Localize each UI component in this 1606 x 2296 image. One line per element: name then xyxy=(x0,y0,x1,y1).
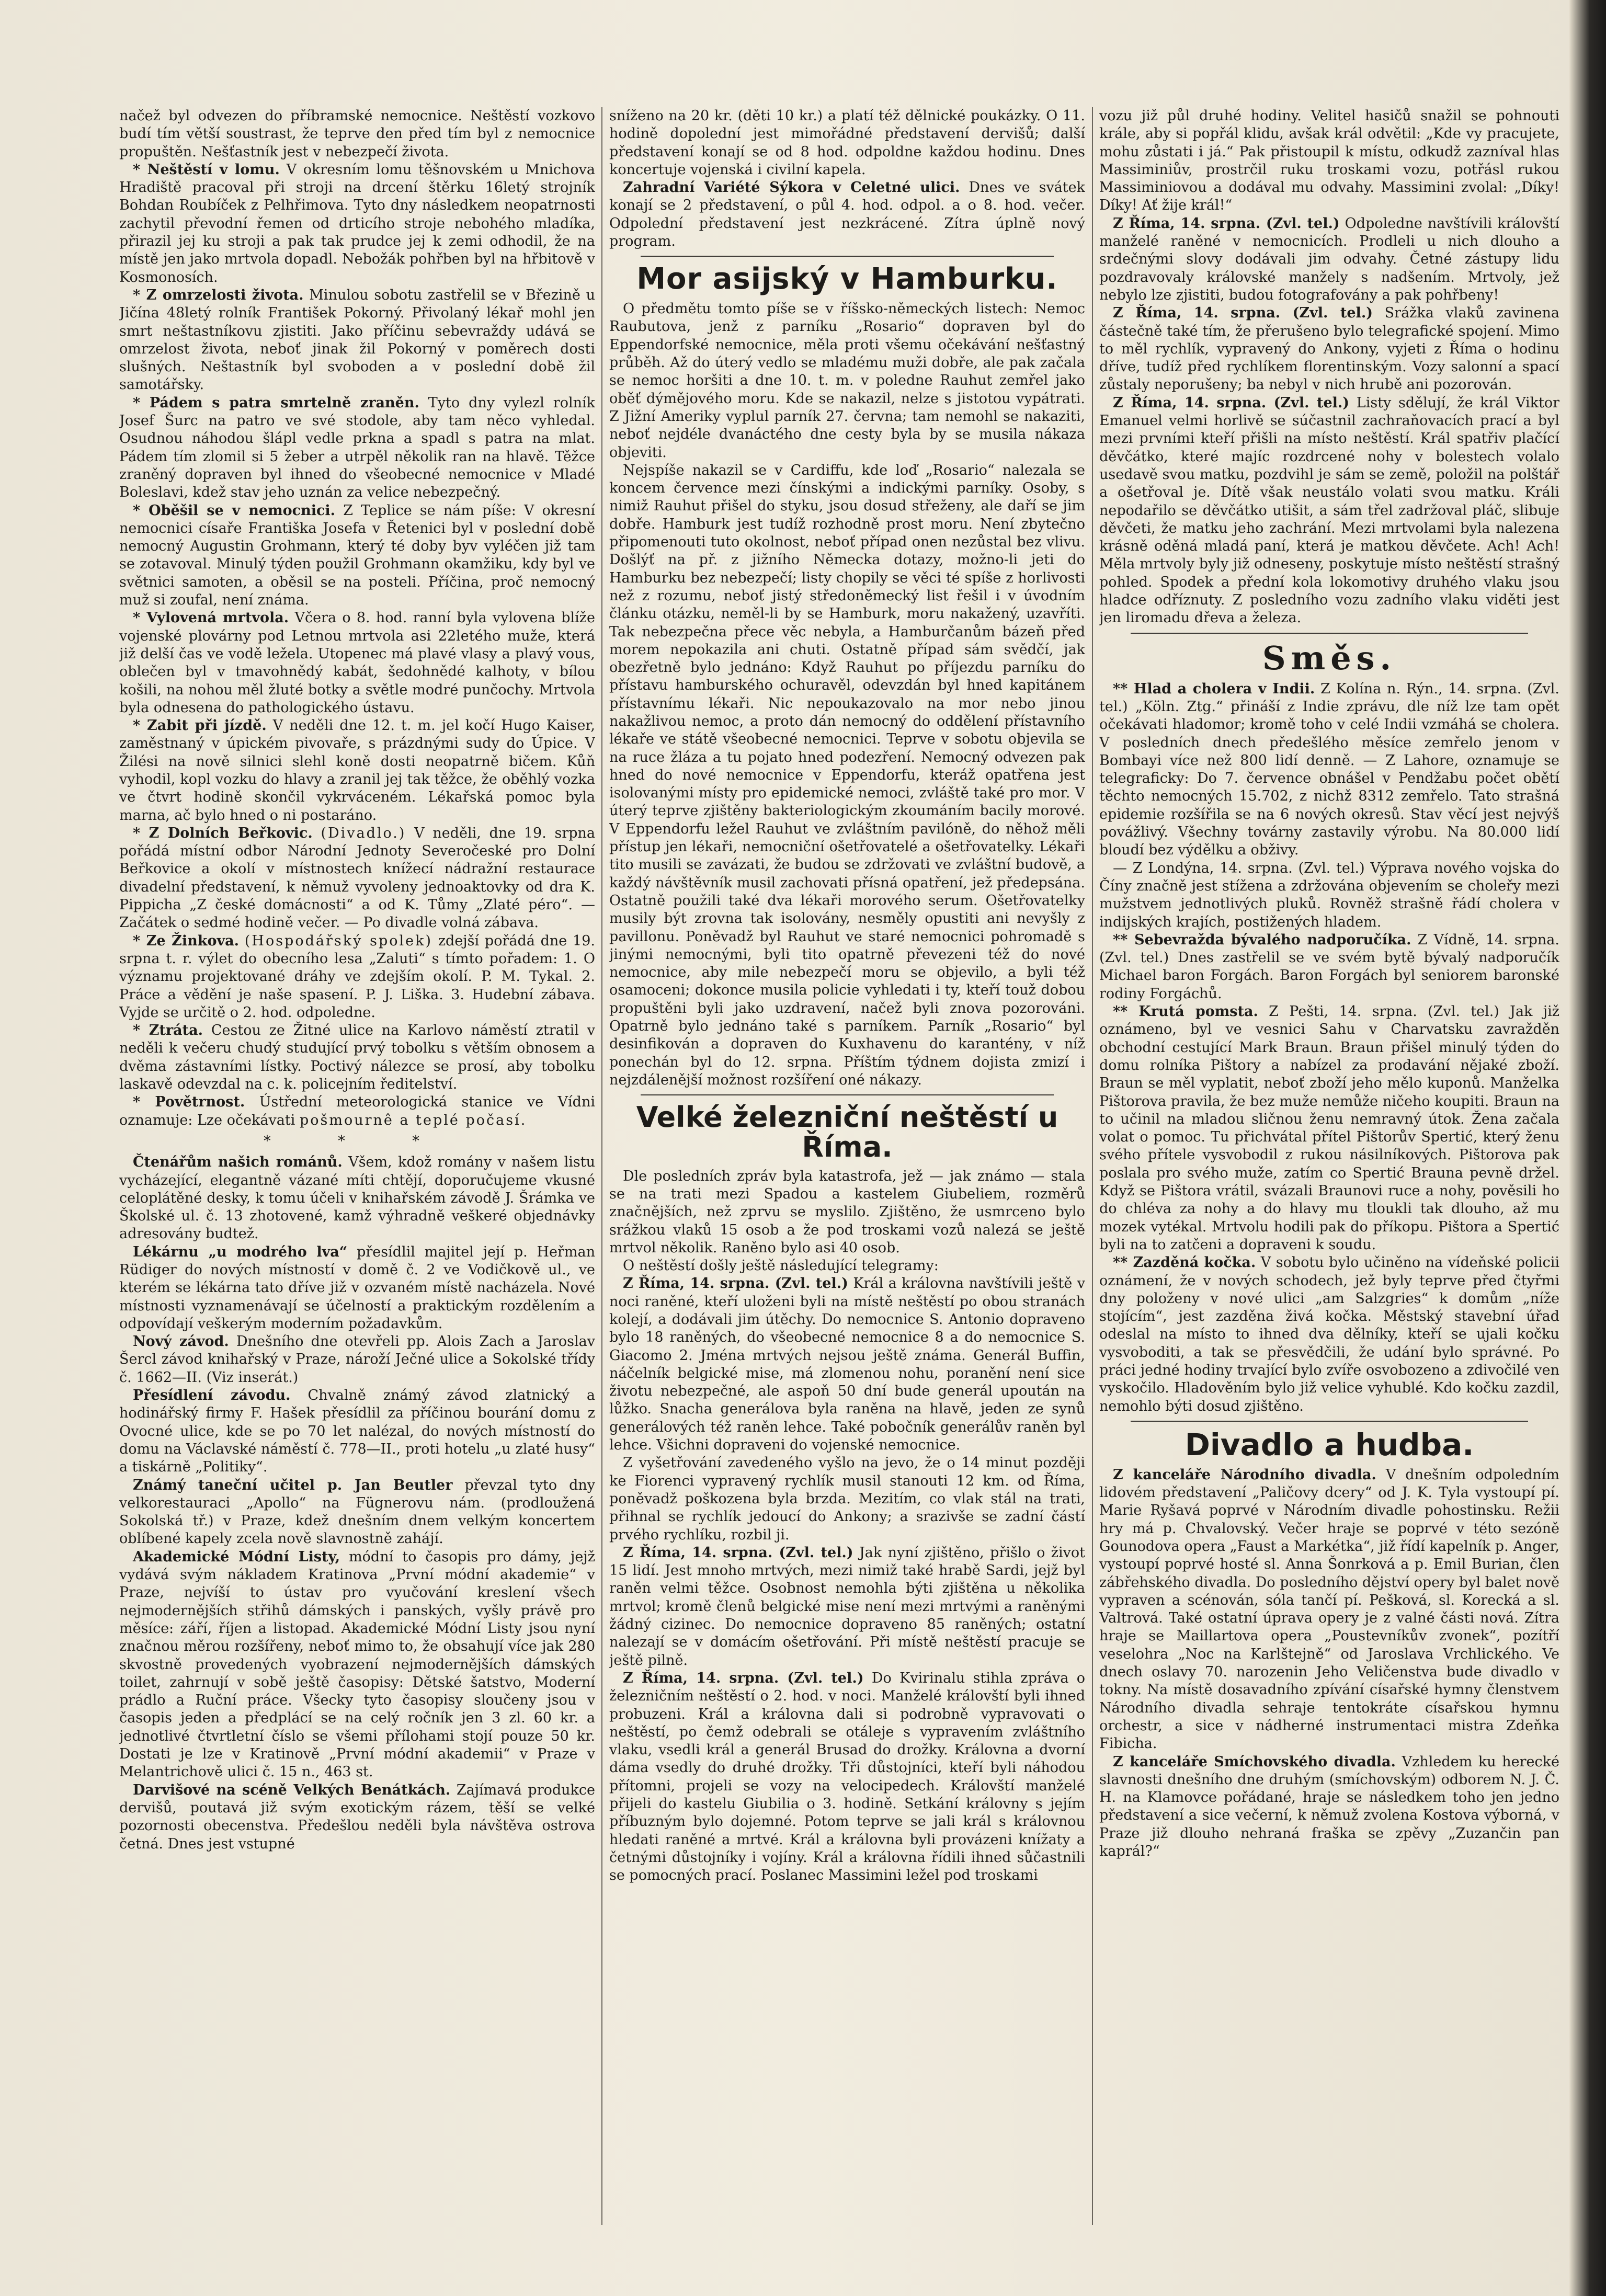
divider xyxy=(1131,1421,1528,1422)
news-heading: ** Sebevražda bývalého nadporučíka. xyxy=(1113,931,1411,948)
telegram-item: Z Říma, 14. srpna. (Zvl. tel.) Srážka vlaků zavinena částečně také tím, že přerušeno bylo telegrafické spojení. Mimo to měl rychlík, vypravený do Ankony, vyjeti z Říma o hodinu dříve, tudíž před rychlíkem florentinským. Vozy salonní a spací zůstaly neporušeny; ba nebyl v nich hrubě ani pozorován. xyxy=(1099,305,1559,393)
news-heading: Z kanceláře Národního divadla. xyxy=(1113,1466,1376,1483)
column-rule xyxy=(1092,107,1093,2225)
section-separator: * * * xyxy=(264,1133,451,1149)
news-item: * Pádem s patra smrtelně zraněn. Tyto dny vylezl rolník Josef Šurc na patro ve své stodole, aby tam něco vyhledal. Osudnou náhodou šlápl vedle prkna a spadl s patra na mlat. Pádem tím zlomil si 5 žeber a utrpěl několik ran na hlavě. Těžce zraněný dopraven byl ihned do všeobecné nemocnice v Mladé Boleslavi, kdež stav jeho uznán za velice nebezpečný. xyxy=(119,394,595,501)
telegram-dateline: Z Říma, 14. srpna. (Zvl. tel.) xyxy=(623,1275,848,1292)
news-heading: ** Zazděná kočka. xyxy=(1113,1254,1256,1271)
telegram-dateline: Z Říma, 14. srpna. (Zvl. tel.) xyxy=(1113,305,1373,322)
news-item: * Neštěstí v lomu. V okresním lomu těšnovském u Mnichova Hradiště pracoval při stroji na drcení štěrku 16letý strojník Bohdan Roubíček z Pelhřimova. Tyto dny následkem neopatrnosti zachytil převodní řemen od drticího stroje nebohého mladíka, přirazil jej ku stroji a pak tak prudce jej k zemi odhodil, že na místě jen jako mrtvola dopadl. Nebožák pohřben byl na hřbitově v Kosmonosích. xyxy=(119,161,595,285)
article-paragraph: načež byl odvezen do příbramské nemocnice. Neštěstí vozkovo budí tím větší soustrast, že teprve den před tím byl z nemocnice propuštěn. Nešťastník jest v nebezpečí života. xyxy=(119,108,595,160)
news-heading: Nový závod. xyxy=(133,1333,229,1350)
news-heading: Akademické Módní Listy, xyxy=(133,1548,340,1565)
news-item: Nový závod. Dnešního dne otevřeli pp. Alois Zach a Jaroslav Šercl závod knihařský v Praze, nároží Ječné ulice a Sokolské třídy č. 1662—II. (Viz inserát.) xyxy=(119,1333,595,1386)
news-heading: * Pádem s patra smrtelně zraněn. xyxy=(133,394,419,411)
article-headline: Velké železniční neštěstí u Říma. xyxy=(636,1101,1058,1163)
news-item: ** Sebevražda bývalého nadporučíka. Z Vídně, 14. srpna. (Zvl. tel.) Dnes zastřelil se ve svém bytě bývalý nadporučík Michael baron Forgách. Baron Forgách byl seniorem baronské rodiny Forgáchů. xyxy=(1099,931,1559,1002)
column-left xyxy=(119,107,595,2225)
news-heading: ** Krutá pomsta. xyxy=(1113,1003,1258,1020)
news-item: Čtenářům našich románů. Všem, kdož romány v našem listu vycházející, elegantně vázané míti chtějí, doporučujeme vkusné celoplátěné desky, k tomu účeli v knihařském závodě J. Šrámka ve Školské ul. č. 13 zhotovené, kamž výhradně veškeré objednávky adresovány budtež. xyxy=(119,1154,595,1242)
column-right xyxy=(1099,107,1559,2225)
column-middle xyxy=(609,107,1085,2225)
news-item: Z kanceláře Smíchovského divadla. Vzhledem ku herecké slavnosti dnešního dne druhým (smíchovským) odborem N. J. Č. H. na Klamovce pořádané, hraje se následkem toho jen jedno představení a sice večerní, k němuž zvolena Kostova výborná, v Praze již dlouho nehraná fraška se zpěvy „Zuzančin pan kaprál?“ xyxy=(1099,1753,1559,1859)
page-edge-shadow xyxy=(1569,0,1606,2296)
telegram-dateline: Z Říma, 14. srpna. (Zvl. tel.) xyxy=(623,1544,853,1561)
telegram-item: Z Říma, 14. srpna. (Zvl. tel.) Král a královna navštívili ještě v noci raněné, kteří uloženi byli na místě neštěstí po obou stranách kolejí, a dodávali jim útěchy. Do nemocnice S. Antonio dopraveno bylo 18 raněných, do všeobecné nemocnice 8 a do nemocnice S. Giacomo 2. Jména mrtvých nejsou ještě známa. Generál Buffin, náčelník belgické mise, má zlomenou nohu, poranění není sice životu nebezpečné, ale aspoň 50 dní bude generál upoután na lůžko. Snacha generálova byla raněna na hlavě, jeden ze synů generálových též raněn lehce. Také pobočník generálův raněn byl lehce. Všichni dopraveni do vojenské nemocnice. xyxy=(609,1275,1085,1454)
news-heading: Zahradní Variété Sýkora v Celetné ulici. xyxy=(623,179,960,196)
news-item: * Oběšil se v nemocnici. Z Teplice se nám píše: V okresní nemocnici císaře Františka Josefa v Řetenici byl v poslední době nemocný Augustin Grohmann, který té doby byv vyléčen již tam se zotavoval. Minulý týden použil Grohmann okamžiku, kdy byl ve světnici samoten, a oběsil se na posteli. Příčina, proč nemocný muž si zoufal, není známa. xyxy=(119,502,595,609)
news-heading: * Neštěstí v lomu. xyxy=(133,161,280,178)
telegram-dateline: Z Říma, 14. srpna. (Zvl. tel.) xyxy=(1113,215,1340,232)
news-item: * Z Dolních Beřkovic. (Divadlo.) V neděli, dne 19. srpna pořádá místní odbor Národní Jednoty Severočeské pro Dolní Beřkovice a okolí v místnostech knížecí nádražní restaurace divadelní představení, k němuž vyvoleny jednoaktovky od drа K. Pippicha „Z české domácnosti“ a od K. Tůmy „Zlaté péro“. — Začátek o sedmé hodině večer. — Po divadle volná zábava. xyxy=(119,825,595,931)
news-heading: Známý taneční učitel p. Jan Beutler xyxy=(133,1477,453,1493)
news-item: ** Hlad a cholera v Indii. Z Kolína n. Rýn., 14. srpna. (Zvl. tel.) „Köln. Ztg.“ přináší z Indie zprávu, dle níž lze tam opět očekávati hladomor; kromě toho v celé Indii vzmáhá se cholera. V posledních dnech předešlého měsíce zemřelo jenom v Bombayi více než 800 lidí denně. — Z Lahore, oznamuje se telegraficky: Do 7. července obnášel v Pendžabu počet obětí těchto nemocných 15.702, z nichž 8312 zemřelo. Tato strašná epidemie rozšířila se na 6 nových okresů. Stav věcí jest nejvýš povážlivý. Všechny továrny zastavily výrobu. Na 80.000 lidí bloudí bez výdělku a obživy. xyxy=(1099,680,1559,859)
news-heading: * Oběšil se v nemocnici. xyxy=(133,502,336,519)
news-heading: * Vylovená mrtvola. xyxy=(133,610,289,626)
news-heading: ** Hlad a cholera v Indii. xyxy=(1113,680,1315,697)
article-paragraph: Nejspíše nakazil se v Cardiffu, kde loď „Rosario“ nalezala se koncem července mezi čínskými a indickými parníky. Osoby, s nimiž Rauhut přišel do styku, jsou dosud střeženy, ale daří se jim dobře. Hamburk jest tudíž rozhodně prost moru. Není zbytečno připomenouti tuto okolnost, neboť případ onen nezůstal bez vlivu. Došlýť na př. z jižního Německa dotazy, možno-li jeti do Hamburku bez nebezpečí; listy chopily se věci té spíše z horlivosti než z rozumu, neboť jistý středoněmecký list řešil i v úvodním článku otázku, neměl-li by se Hamburk, moru nakažený, uzavříti. Tak nebezpečna přece věc nebyla, a Hamburčanům bázeň před morem nepokazila ani chuti. Ostatně případ sám svědčí, jak obezřetně bylo jednáno: Když Rauhut po příjezdu parníku do přístavu hamburského ochuravěl, odevzdán byl hned kapitánem přístavnímu lékaři. Nic nepoukazovalo na mor nebo jinou nakažlivou nemoc, a proto dán nemocný do oddělení přístavního lékaře ve státě všeobecné nemocnici. Teprve v sobotu objevila se na ruce žláza a tu pojato hned podezření. Nemocný odvezen pak hned do nové nemocnice v Eppendorfu, kteráž opatřena jest isolovanými místy pro epidemické nemoci, zvláště také pro mor. V úterý teprve zjištěny bakteriologickým zkoumáním bacily morové. V Eppendorfu ležel Rauhut ve zvláštním pavilóně, do něhož měli přístup jen lékaři, nemocniční ošetřovatelé a ošetřovatelky. Lékaři tito musili se zavázati, že budou se zdržovati ve zvláštní budově, a každý návštěvník musil zachovati přísná opatření, jež předepsána. Ostatně použili také dva lékaři morového serum. Ošetřovatelky musily být zrovna tak isolovány, nesměly opustiti ani nevyšly z pavillonu. Poněvadž byl Rauhut ve staré nemocnici pohromadě s jinými nemocnými, byli tito opatrně převezeni též do nové nemocnice, aby mile nebezpečí moru se objevilo, a byli též osamoceni; dokonce musila policie vyhledati i ty, kteří touž dobou propuštěni byli jako uzdravení, načež byli znova pozorováni. Opatrně bylo jednáno také s parníkem. Parník „Rosario“ byl desinfikován a dopraven do Kuxhavenu do karantény, v níž ponechán byl do 12. srpna. Příštím týdnem dojista zmizí i nejzdálenější možnost rozšíření oné nákazy. xyxy=(609,462,1085,1088)
news-item: Lékárnu „u modrého lva“ přesídlil majitel její p. Heřman Rüdiger do nových místností v domě č. 2 ve Vodičkově ul., ve kterém se lékárna tato dříve již v ozvaném místě nacházela. Nové místnosti vyznamenávají se účelností a praktickým rozdělením a odpovídají veškerým moderním požadavkům. xyxy=(119,1243,595,1332)
article-paragraph: O neštěstí došly ještě následující telegramy: xyxy=(623,1258,939,1274)
news-item: * Povětrnost. Ústřední meteorologická stanice ve Vídni oznamuje: Lze očekávati pošmournê a teplé počasí. xyxy=(119,1094,595,1128)
news-heading: Lékárnu „u modrého lva“ xyxy=(133,1243,348,1260)
news-heading: Z kanceláře Smíchovského divadla. xyxy=(1113,1753,1396,1770)
news-item: Z kanceláře Národního divadla. V dnešním odpoledním lidovém představení „Paličovy dcery“ od J. K. Tyla vystoupí pí. Marie Ryšavá poprvé v Národním divadle pohostinsku. Režii hry má p. Chvalovský. Večer hraje se poprvé v této sezóně Gounodova opera „Faust a Markétka“, již řídí kapelník p. Anger, vystoupí poprvé hosté sl. Anna Šonrková a p. Emil Burian, člen zábřehského divadla. Do posledního dějství opery byl balet nově vypraven a scénován, sóla tančí pí. Pešková, sl. Korecká a sl. Valtrová. Také ostatní úprava opery je z valné části nová. Zítra hraje se Maillartova opera „Poustevníkův zvonek“, pozítří veselohra „Noc na Karlštejně“ od Jaroslava Vrchlického. Ve dnech oslavy 70. narozenin Jeho Veličenstva bude divadlo v tokny. Na místě dosavadního zpívání císařské hymny členstvem Národního divadla sehraje tentokráte císařskou hymnu orchestr, a sice v nádherné instrumentaci mistra Zdeňka Fibicha. xyxy=(1099,1466,1559,1752)
news-item: * Zabit při jízdě. V neděli dne 12. t. m. jel kočí Hugo Kaiser, zaměstnaný v úpickém pivovaře, s prázdnými sudy do Úpice. V Žilési na nově silnici slehl koně dosti neopatrně bičem. Kůň vyhodil, kopl vozku do hlavy a zranil jej tak těžce, že oběhlý vozka ve čtvrt hodině skončil vykrváceném. Lékařská pomoc byla marna, ač bylo hned o ni postaráno. xyxy=(119,717,595,824)
news-item: * Ze Žinkova. (Hospodářský spolek) zdejší pořádá dne 19. srpna t. r. výlet do obecního lesa „Zaluti“ s tímto pořadem: 1. O významu projektované dráhy ve zdejším okolí. P. M. Tykal. 2. Práce a vědění je naše spasení. P. J. Liška. 3. Hudební zábava. Vyjde se určitě o 2. hod. odpoledne. xyxy=(119,932,595,1021)
divider xyxy=(641,1094,1054,1095)
article-paragraph: Z vyšetřování zavedeného vyšlo na jevo, že o 14 minut později ke Fiorenci vypravený rychlík musil stanouti 12 km. od Říma, poněvadž poškozena byla brzda. Mezitím, co vlak stál na trati, přihnal se rychlík jedoucí do Ankony; a srazivše se zadní částí prvého rychlíku, rozbil ji. xyxy=(609,1455,1085,1543)
news-heading: * Ze Žinkova. xyxy=(133,932,240,949)
news-item: ** Zazděná kočka. V sobotu bylo učiněno na vídeňské policii oznámení, že v nových schodech, jež byly teprve před čtyřmi dny položeny v nové ulici „am Salzgries“ k domům „níže stojícím“, jest zazděna živá kočka. Městský stavební úřad odeslal na místo to ihned dva dělníky, kteří se ujali kočku vysvoboditi, a tak se přesvědčili, že udání bylo správné. Po práci jedné hodiny trvající bylo zvíře osvobozeno a zdivočilé ven vyskočilo. Hladověním bylo již velice vyhublé. Kdo kočku zazdil, nemohlo býti dosud zjištěno. xyxy=(1099,1254,1559,1414)
article-paragraph: O předmětu tomto píše se v říšsko-německých listech: Nemoc Raubutova, jenž z parníku „Rosario“ dopraven byl do Eppendorfské nemocnice, měla proti všemu očekávání nešťastný průběh. Až do úterý vedlo se mladému muži dobře, ale pak začala se nemoc horšiti a dne 10. t. m. v poledne Rauhut zemřel jako oběť dýmějového moru. Kde se nakazil, nelze s jistotou vypátrati. Z Jižní Ameriky vyplul parník 27. června; tam nemohl se nakaziti, neboť nejdéle dvanáctého dne cesty byla by se musila nákaza objeviti. xyxy=(609,301,1085,461)
news-heading: * Z Dolních Beřkovic. xyxy=(133,825,313,841)
news-item: * Ztráta. Cestou ze Žitné ulice na Karlovo náměstí ztratil v neděli k večeru chudý studující prvý tobolku s větším obnosem a dvěma zástavními lístky. Poctivý nálezce se prosí, aby tobolku laskavě odevzdal na c. k. policejním ředitelství. xyxy=(119,1022,595,1093)
news-item: ** Krutá pomsta. Z Pešti, 14. srpna. (Zvl. tel.) Jak již oznámeno, byl ve vesnici Sahu v Charvatsku zavražděn obchodní cestující Mark Braun. Braun přišel minulý týden do domu rolníka Pištory a nabízel za prodavání nějaké zboží. Braun se měl vyplatit, neboť zboží jeho mělo kuponů. Manželka Pištorova pravila, že bez muže nemůže ničeho koupiti. Braun na to učinil na mladou sličnou ženu nemravný útok. Žena začala volat o pomoc. Tu přichvátal přítel Pištorův Spertić, který ženu svého přítele vysvobodil z rukou násilníkových. Pištorova pak poslala pro svého muže, zatím co Spertić Brauna pevně držel. Když se Pištora vrátil, svázali Braunovi ruce a nohy, pověsili ho do chlévа za nohy a do hlavy mu tloukli tak dlouho, až mu mozek vytékal. Mrtvolu hodili pak do příkopu. Pištora a Spertić byli na to zatčeni a dopraveni k soudu. xyxy=(1099,1003,1559,1253)
article-paragraph: vozu již půl druhé hodiny. Velitel hasičů snažil se pohnouti krále, aby si popřál klidu, avšak král odvětil: „Kde vy pracujete, mohu zůstati i já.“ Pak přistoupil k místu, odkudž zazníval hlas Massiminiův, prostrčil ruku troskami vozu, potřásl rukou Massiminiovou a dodával mu odvahy. Massimini zvolal: „Díky! Díky! Ať žije král!“ xyxy=(1099,108,1559,214)
telegram-item: Z Říma, 14. srpna. (Zvl. tel.) Do Kvirinalu stihla zpráva o železničním neštěstí o 2. hod. v noci. Manželé královští byli ihned probuzeni. Král a královna dali si podrobně vypravovati o neštěstí, po čemž odebrali se otáleje s vypravením zvláštního vlaku, vsedli král a generál Brusad do drožky. Královna a dvorní dáma vsedly do druhé drožky. Tři důstojníci, kteří byli náhodou přítomni, projeli se vozy na velocipedech. Královští manželé přijeli do kastelu Giubilia o 3. hodině. Setkání královny s jejím příbuzným bylo dojemné. Potom teprve se jali král s královnou hledati raněné a mrtvé. Král a královna byli provázeni knížaty a četnými důstojníky i vojíny. Král a královna řídili ihned sůčastnili se pomocných prací. Poslanec Massimini ležel pod troskami xyxy=(609,1670,1085,1884)
telegram-item: Z Říma, 14. srpna. (Zvl. tel.) Jak nyní zjištěno, přišlo o život 15 lidí. Jest mnoho mrtvých, mezi nimiž také hrabě Sardi, jejž byl raněn velmi těžce. Osobnost nemohla býti zjištěna u několika mrtvol; kromě členů belgické mise není mezi mrtvými a raněnými žádný cizinec. Do nemocnice dopraveno 85 raněných; ostatní nalezají se v domácím ošetřování. Při místě neštěstí pracuje se ještě pilně. xyxy=(609,1544,1085,1669)
article-paragraph: — Z Londýna, 14. srpna. (Zvl. tel.) Výprava nového vojska do Číny značně jest stížena a zdržována objevením se choleřy mezi mužstvem jednotlivých pluků. Rovněž strašně řádí cholera v indijských krajích, postižených hladem. xyxy=(1099,860,1559,930)
news-heading: * Ztráta. xyxy=(133,1022,203,1039)
section-headline: Divadlo a hudba. xyxy=(1184,1426,1474,1463)
article-paragraph: Dle posledních zpráv byla katastrofa, jež — jak známo — stala se na trati mezi Spadou a kastelem Giubeliem, rozměrů značnějších, než zprvu se myslilo. Zjištěno, že usmrceno bylo srážkou vlaků 15 osob a že pod troskami vozů nalezá se ještě mrtvol několik. Raněno bylo asi 40 osob. xyxy=(609,1168,1085,1256)
news-heading: Darvišové na scéně Velkých Benátkách. xyxy=(133,1781,451,1798)
news-heading: Přesídlení závodu. xyxy=(133,1387,291,1404)
telegram-dateline: Z Říma, 14. srpna. (Zvl. tel.) xyxy=(623,1670,864,1686)
news-item: Darvišové na scéně Velkých Benátkách. Zajímavá produkce dervišů, poutavá již svým exotickým rázem, těší se velké pozornosti obecenstva. Předešlou neděli byla návštěva ostrova četná. Dnes jest vstupné xyxy=(119,1781,595,1852)
news-item: Známý taneční učitel p. Jan Beutler převzal tyto dny velkorestauraci „Apollo“ na Fügnerovu nám. (prodloužená Sokolská tř.) v Praze, kdež dnešním dnem velkým koncertem oblíbené kapely zcela nově slavnostně zahájí. xyxy=(119,1477,595,1547)
news-heading: * Zabit při jízdě. xyxy=(133,717,267,734)
divider xyxy=(641,256,1054,257)
telegram-dateline: Z Říma, 14. srpna. (Zvl. tel.) xyxy=(1113,394,1350,411)
divider xyxy=(1131,633,1528,634)
telegram-item: Z Říma, 14. srpna. (Zvl. tel.) Odpoledne navštívili královští manželé raněné v nemocnicích. Prodleli u nich dlouho a srdečnými slovy dodávali jim odvahy. Četné zástupy lidu pozdravovaly královské manžely s nadšením. Mrtvoly, jež nebylo lze zjistiti, budou fotografovány a pak pohřbeny! xyxy=(1099,215,1559,303)
section-headline: Směs. xyxy=(1262,638,1397,677)
article-headline: Mor asijský v Hamburku. xyxy=(636,262,1058,296)
news-item: * Vylovená mrtvola. Včera o 8. hod. ranní byla vylovena blíže vojenské plovárny pod Letnou mrtvola asi 22letého muže, která již delší čas ve vodě ležela. Utopenec má plavé vlasy a plavý vous, oblečen byl v tmavohnědý kabát, šedohnědé kalhoty, v bílou košili, na nohou měl žluté botky a světle modré punčochy. Mrtvola byla odnesena do pathologického ústavu. xyxy=(119,610,595,716)
news-item: Akademické Módní Listy, módní to časopis pro dámy, jejž vydává svým nákladem Kratinova „První módní akademie“ v Praze, nejvíší to ústav pro vyučování kreslení všech nejmodernějších střihů dámských i panských, vyšly právě pro měsíce: září, říjen a listopad. Akademické Módní Listy jsou nyní značnou měrou rozšířeny, neboť mimo to, že obsahují více jak 280 skvostně provedených vyobrazení nejmodernějších dámských toilet, zahrnují v sobě ještě časopisy: Dětské šatstvo, Moderní prádlo a Ruční práce. Všecky tyto časopisy sloučeny jsou v časopis jeden a předplácí se na celý ročník jen 3 zl. 60 kr. a jednotlivé čtvrtletní číslo se všemi přílohami stojí pouze 50 kr. Dostati je lze v Kratinově „První módní akademii“ v Praze v Melantrichově ulici č. 15 n., 463 st. xyxy=(119,1548,595,1780)
column-rule xyxy=(601,107,602,2225)
news-heading: * Z omrzelosti života. xyxy=(133,287,304,303)
news-heading: * Povětrnost. xyxy=(133,1094,245,1111)
news-item: Zahradní Variété Sýkora v Celetné ulici. Dnes ve svátek konají se 2 představení, o půl 4. hod. odpol. a o 8. hod. večer. Odpolední představení jest nezkrácené. Zítra úplně nový program. xyxy=(609,179,1085,250)
news-item: Přesídlení závodu. Chvalně známý závod zlatnický a hodinářský firmy F. Hašek přesídlil za příčinou bourání domu z Ovocné ulice, kde se po 70 let nalézal, do nových místností do domu na Václavské náměstí č. 778—II., proti hotelu „u zlaté husy“ a tiskárně „Politiky“. xyxy=(119,1387,595,1476)
news-heading: Čtenářům našich románů. xyxy=(133,1154,343,1171)
news-item: * Z omrzelosti života. Minulou sobotu zastřelil se v Březině u Jičína 48letý rolník František Pokorný. Přivolaný lékař mohl jen smrt neštastníkovu zjistiti. Jako příčinu sebevraždy udává se omrzelost života, neboť jinak žil Pokorný v poměrech dosti slušných. Neštastník byl svoboden a v poslední době žil samotářsky. xyxy=(119,287,595,393)
article-paragraph: sníženo na 20 kr. (děti 10 kr.) a platí též dělnické poukázky. O 11. hodině dopolední jest mimořádné představení dervišů; další představení konají se od 8 hod. odpoldne každou hodinu. Dnes koncertuje vojenská i civilní kapela. xyxy=(609,108,1085,178)
telegram-item: Z Říma, 14. srpna. (Zvl. tel.) Listy sdělují, že král Viktor Emanuel velmi horlivě se súčastnil zachraňovacích prací a byl mezi prvními kteří přišli na místo neštěstí. Král spatřiv plačící děvčátko, které majíc rozdrcené nohy v bolestech volalo usedavě svou matku, pozdvihl je sám se země, položil na polštář a ošetřoval je. Dítě však neustálo volati svou matku. Králi nepodařilo se děvčátko utišit, a sám třel zadržoval pláč, slibuje děvčeti, že matku jeho zachrání. Mezi mrtvolami byla nalezena krásně oděná mladá paní, která je matkou děvčete. Ach! Ach! Měla mrtvoly byly již odneseny, poskytuje místo neštěstí strašný pohled. Spodek a přední kola lokomotivy druhého vlaku jsou hladce odříznuty. Z posledního vozu zadního vlaku viděti jest jen liromadu dřeva a železa. xyxy=(1099,394,1559,626)
